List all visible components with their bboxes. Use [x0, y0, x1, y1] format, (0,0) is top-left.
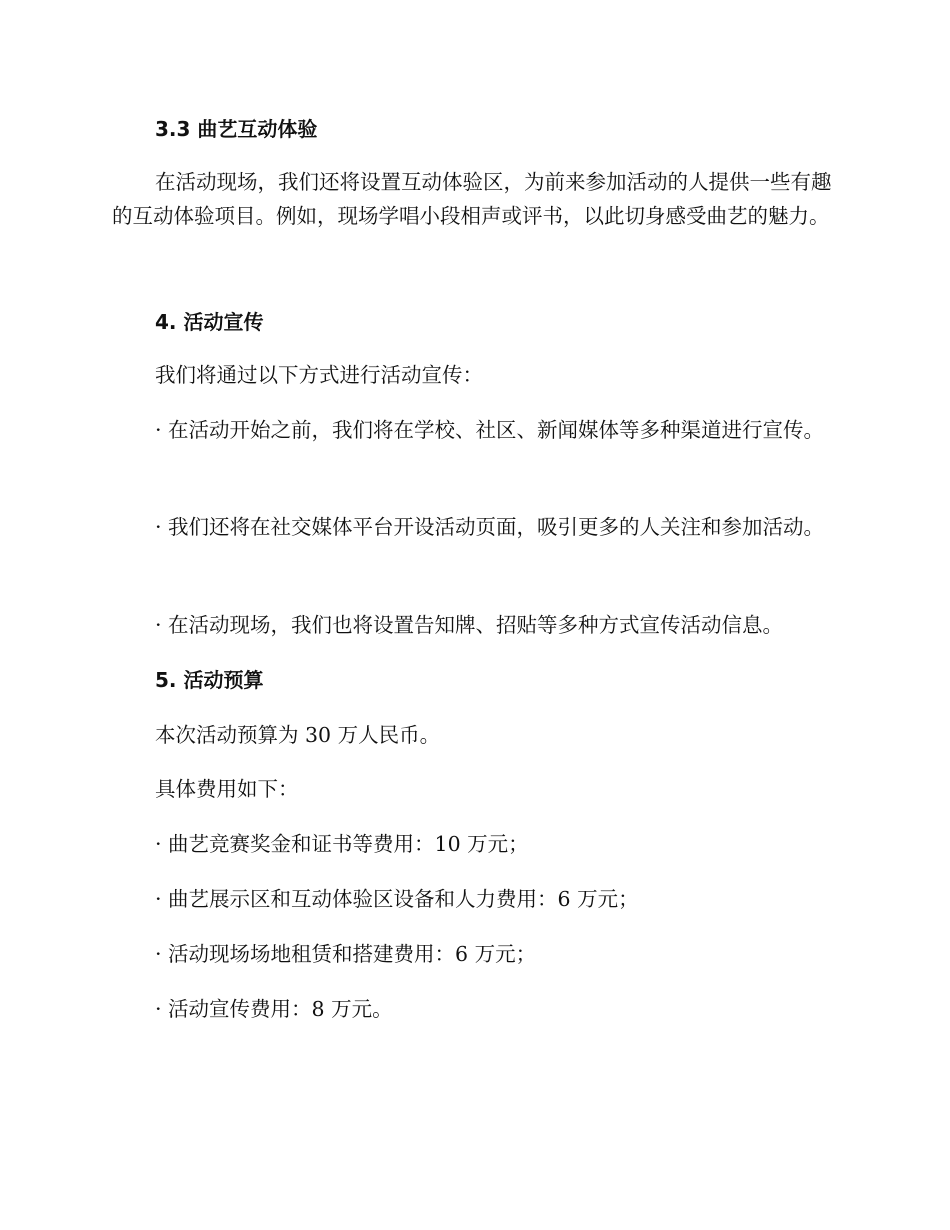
- section-3-3-paragraph: 在活动现场，我们还将设置互动体验区，为前来参加活动的人提供一些有趣的互动体验项目。例如，现场学唱小段相声或评书，以此切身感受曲艺的魅力。: [112, 170, 832, 228]
- budget-item: · 活动现场场地租赁和搭建费用：6 万元；: [155, 942, 537, 966]
- budget-item: · 曲艺展示区和互动体验区设备和人力费用：6 万元；: [155, 887, 639, 911]
- budget-item: · 曲艺竞赛奖金和证书等费用：10 万元；: [155, 832, 529, 856]
- section-4-bullet-3: · 在活动现场，我们也将设置告知牌、招贴等多种方式宣传活动信息。: [155, 613, 784, 637]
- section-4-heading: 4. 活动宣传: [155, 310, 264, 334]
- section-5-intro: 具体费用如下：: [155, 777, 299, 801]
- section-5-total: 本次活动预算为 30 万人民币。: [155, 723, 441, 747]
- section-4-bullet-2: · 我们还将在社交媒体平台开设活动页面，吸引更多的人关注和参加活动。: [155, 515, 825, 539]
- budget-item: · 活动宣传费用：8 万元。: [155, 997, 393, 1021]
- section-5-heading: 5. 活动预算: [155, 668, 264, 692]
- section-3-3-heading: 3.3 曲艺互动体验: [155, 117, 318, 141]
- section-4-bullet-1: · 在活动开始之前，我们将在学校、社区、新闻媒体等多种渠道进行宣传。: [155, 418, 825, 442]
- section-4-intro: 我们将通过以下方式进行活动宣传：: [155, 363, 483, 387]
